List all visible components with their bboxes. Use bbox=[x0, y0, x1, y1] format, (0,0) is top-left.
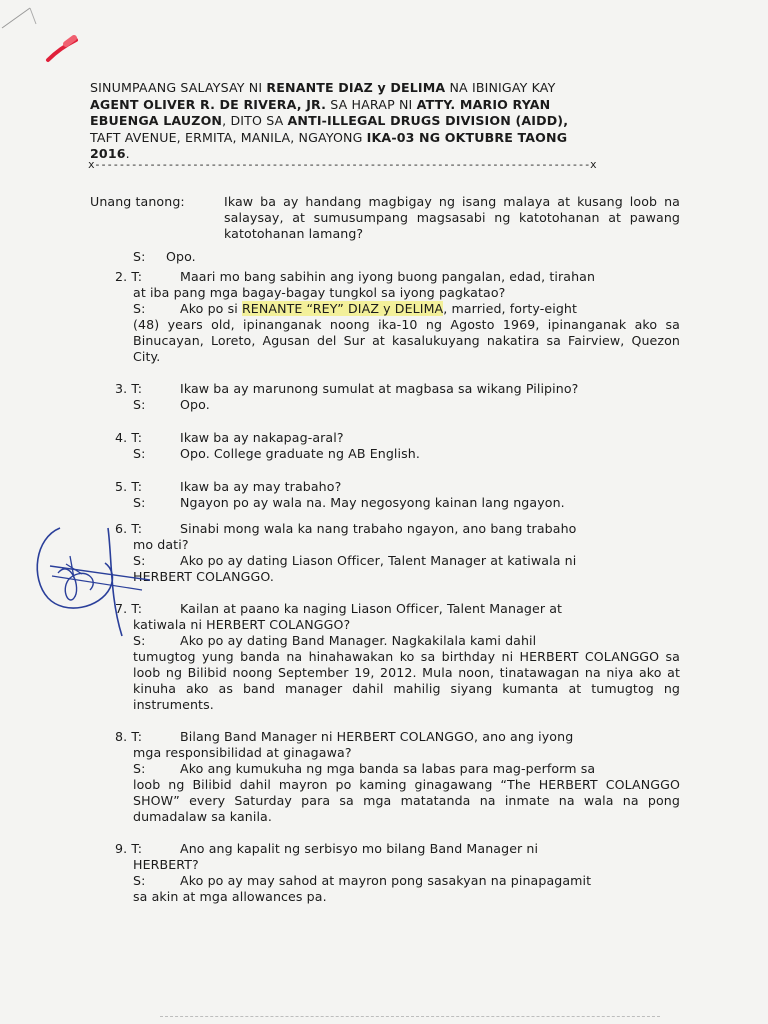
highlighted-name: RENANTE “REY” DIAZ y DELIMA bbox=[241, 301, 444, 316]
question-7: 7. T: Kailan at paano ka naging Liason Officer, Talent Manager at katiwala ni HERBERT COLANGGO? S: Ako po ay dating Band Manager. Nagkakilala kami dahil tumugtog yung banda na hinahawakan ko sa birthday ni HERBERT COLANGGO sa loob ng Bilibid noong September 19, 2012. Mula noon, tinatawagan na niya ako at kinuha ako as band manager dahil mahilig siyang kumanta at tumugtog ng instruments. bbox=[115, 601, 680, 712]
question-8: 8. T: Bilang Band Manager ni HERBERT COLANGGO, ano ang iyong mga responsibilidad at ginagawa? S: Ako ang kumukuha ng mga banda sa labas para mag-perform sa loob ng Bilibid dahil mayron po kaming ginagawang “The HERBERT COLANGGO SHOW” every Saturday para sa mga matatanda na inmate na wala na pong dumadalaw sa kanila. bbox=[115, 729, 680, 824]
answer: S: Opo. bbox=[133, 249, 196, 264]
page-bottom-edge bbox=[160, 1016, 660, 1021]
question-1 bbox=[90, 194, 680, 265]
affidavit-title: SINUMPAANG SALAYSAY NI RENANTE DIAZ y DELIMA NA IBINIGAY KAY AGENT OLIVER R. DE RIVERA, JR. SA HARAP NI ATTY. MARIO RYAN EBUENGA LAUZON, DITO SA ANTI-ILLEGAL DRUGS DIVISION (AIDD), TAFT AVENUE, ERMITA, MANILA, NGAYONG IKA-03 NG OKTUBRE TAONG 2016. bbox=[90, 80, 569, 161]
question-5: 5. T: Ikaw ba ay may trabaho? S: Ngayon po ay wala na. May negosyong kainan lang ngayon. bbox=[115, 479, 565, 510]
separator-line: x---------------------------------------------------------------------------------x bbox=[88, 158, 597, 171]
question-6: 6. T: Sinabi mong wala ka nang trabaho ngayon, ano bang trabaho mo dati? S: Ako po ay dating Liason Officer, Talent Manager at katiwala ni HERBERT COLANGGO. bbox=[115, 521, 577, 584]
question-text: Ikaw ba ay handang magbigay ng isang malaya at kusang loob na salaysay, at sumusumpang magsasabi ng katotohanan at pawang katotohanan lamang? bbox=[224, 194, 680, 241]
corner-pen-mark bbox=[0, 0, 110, 80]
question-label: Unang tanong: bbox=[90, 194, 185, 209]
handwritten-signature bbox=[30, 518, 160, 648]
question-3: 3. T: Ikaw ba ay marunong sumulat at magbasa sa wikang Pilipino? S: Opo. bbox=[115, 381, 579, 412]
question-4: 4. T: Ikaw ba ay nakapag-aral? S: Opo. College graduate ng AB English. bbox=[115, 430, 420, 461]
question-9: 9. T: Ano ang kapalit ng serbisyo mo bilang Band Manager ni HERBERT? S: Ako po ay may sahod at mayron pong sasakyan na pinapagamit sa akin at mga allowances pa. bbox=[115, 841, 592, 904]
question-2: 2. T: Maari mo bang sabihin ang iyong buong pangalan, edad, tirahan at iba pang mga bagay-bagay tungkol sa iyong pagkatao? S: Ako po si RENANTE “REY” DIAZ y DELIMA, married, forty-eight (48) years old, ipinanganak noong ika-10 ng Agosto 1969, ipinanganak ako sa Binucayan, Loreto, Agusan del Sur at kasalukuyang nakatira sa Fairview, Quezon City. bbox=[115, 269, 680, 364]
